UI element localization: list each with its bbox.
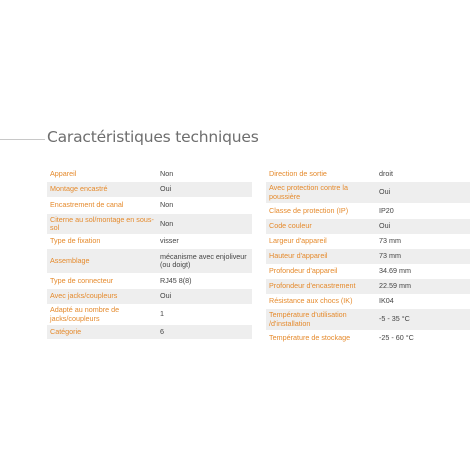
- spec-value: mécanisme avec enjoliveur (ou doigt): [160, 251, 247, 269]
- spec-key: Assemblage: [50, 255, 90, 265]
- specs-table-right: [266, 167, 470, 346]
- spec-value: Oui: [379, 187, 391, 197]
- spec-value: Oui: [379, 221, 391, 231]
- spec-value: IK04: [379, 296, 394, 306]
- table-row: [266, 279, 470, 294]
- spec-key: Avec jacks/coupleurs: [50, 291, 118, 301]
- spec-key: Température d'utilisation /d'installation: [269, 310, 347, 328]
- table-row: [47, 167, 252, 182]
- table-row: [266, 203, 470, 219]
- spec-key: Avec protection contre la poussière: [269, 183, 348, 201]
- spec-key: Résistance aux chocs (IK): [269, 296, 353, 306]
- spec-key: Code couleur: [269, 221, 312, 231]
- spec-value: 1: [160, 309, 164, 319]
- spec-key: Type de connecteur: [50, 275, 114, 285]
- spec-value: droit: [379, 169, 393, 179]
- spec-value: Non: [160, 169, 174, 179]
- table-row: [47, 214, 252, 234]
- spec-value: Oui: [160, 184, 172, 194]
- spec-value: Non: [160, 200, 174, 210]
- table-row: [266, 167, 470, 182]
- table-row: [266, 219, 470, 234]
- spec-key: Hauteur d'appareil: [269, 251, 328, 261]
- spec-key: Catégorie: [50, 326, 82, 336]
- page-title: Caractéristiques techniques: [47, 128, 259, 146]
- table-row: [266, 249, 470, 264]
- table-row: [47, 182, 252, 197]
- spec-key: Profondeur d'appareil: [269, 266, 338, 276]
- table-row: [47, 197, 252, 214]
- spec-value: Non: [160, 218, 174, 228]
- table-row: [266, 330, 470, 346]
- spec-value: 22.59 mm: [379, 281, 411, 291]
- title-rule: [0, 139, 45, 140]
- table-row: [266, 182, 470, 203]
- spec-value: -5 - 35 °C: [379, 314, 410, 324]
- spec-value: IP20: [379, 205, 394, 215]
- spec-key: Largeur d'appareil: [269, 236, 327, 246]
- specs-table-left: [47, 167, 252, 339]
- table-row: [47, 304, 252, 325]
- table-row: [47, 325, 252, 339]
- spec-key: Température de stockage: [269, 332, 351, 342]
- table-row: [266, 294, 470, 309]
- spec-value: RJ45 8(8): [160, 275, 192, 285]
- spec-key: Direction de sortie: [269, 169, 327, 179]
- spec-key: Profondeur d'encastrement: [269, 281, 356, 291]
- table-row: [266, 309, 470, 330]
- table-row: [47, 273, 252, 289]
- spec-value: Oui: [160, 291, 172, 301]
- spec-key: Appareil: [50, 169, 77, 179]
- table-row: [266, 264, 470, 279]
- table-row: [47, 234, 252, 249]
- spec-value: 34.69 mm: [379, 266, 411, 276]
- spec-key: Encastrement de canal: [50, 200, 124, 210]
- table-row: [47, 289, 252, 304]
- spec-value: 6: [160, 326, 164, 336]
- spec-key: Citerne au sol/montage en sous-sol: [50, 214, 154, 232]
- spec-key: Classe de protection (IP): [269, 205, 349, 215]
- spec-key: Type de fixation: [50, 236, 101, 246]
- spec-key: Adapté au nombre de jacks/coupleurs: [50, 305, 120, 323]
- spec-value: 73 mm: [379, 236, 401, 246]
- spec-key: Montage encastré: [50, 184, 108, 194]
- spec-value: 73 mm: [379, 251, 401, 261]
- spec-value: visser: [160, 236, 179, 246]
- spec-value: -25 - 60 °C: [379, 332, 414, 342]
- table-row: [266, 234, 470, 249]
- table-row: [47, 249, 252, 273]
